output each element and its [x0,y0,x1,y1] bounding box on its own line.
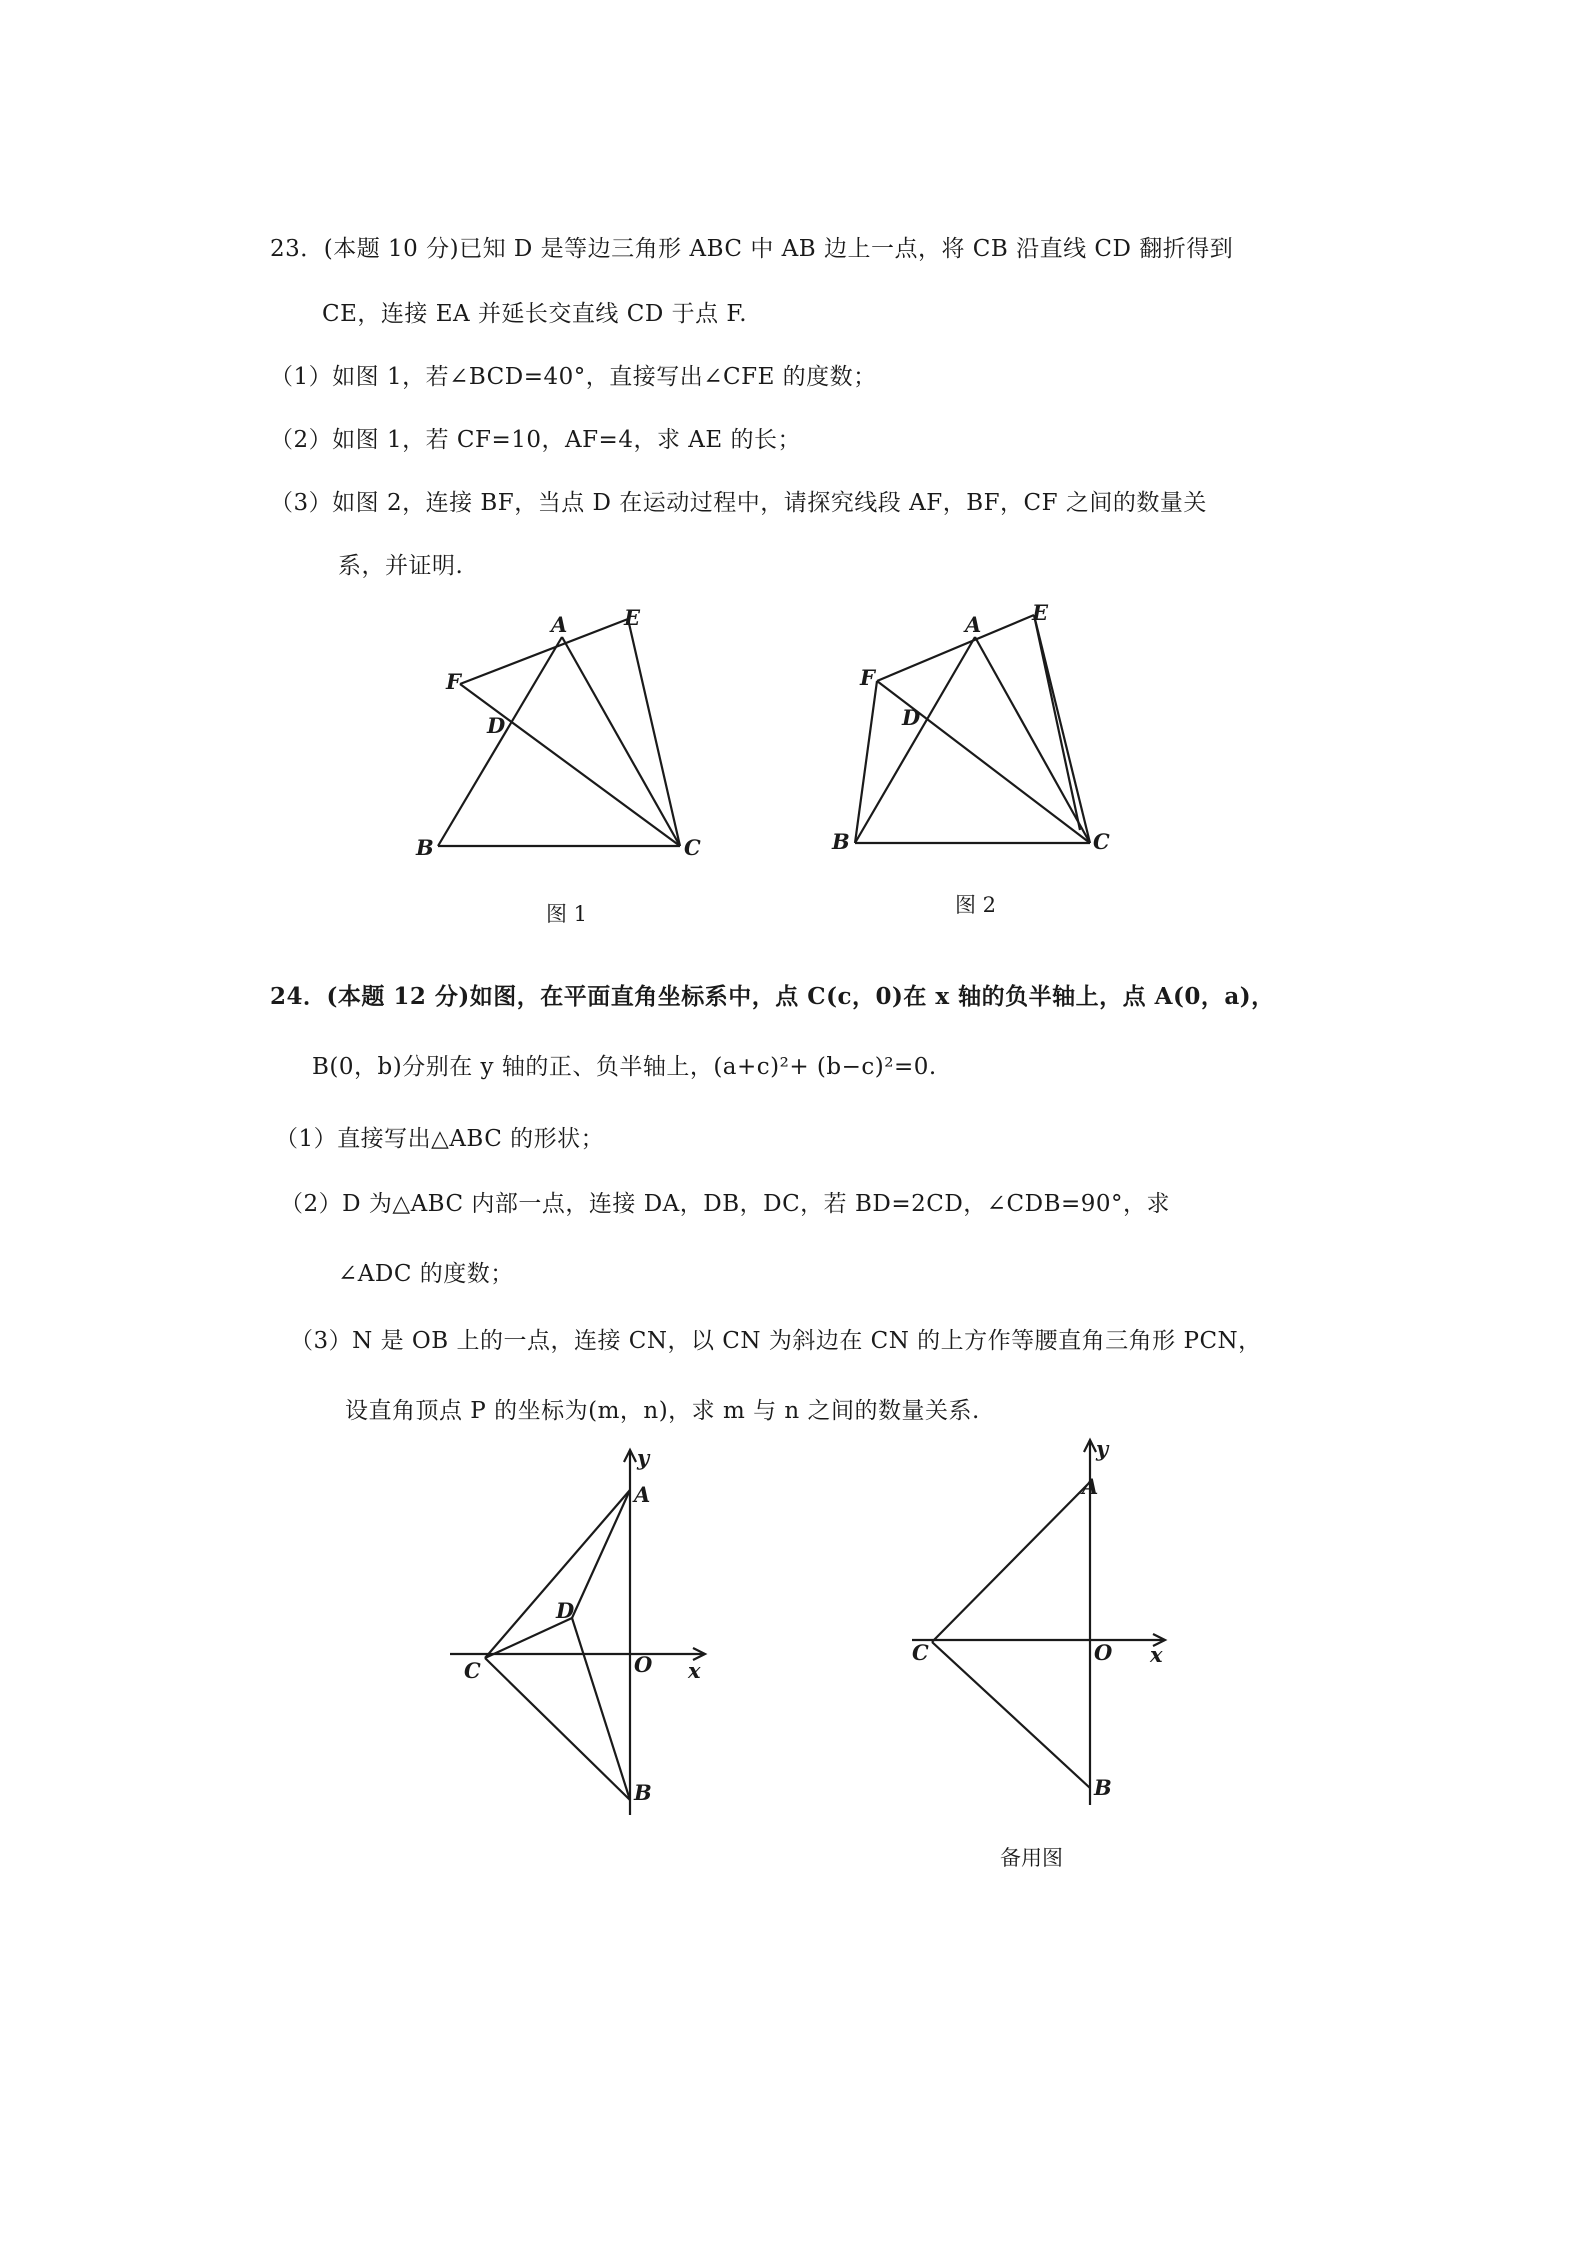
q23-part3-cont: 系，并证明. [338,553,464,579]
edge-AC [975,637,1090,843]
label-A: A [551,612,568,637]
q23-fig2-caption: 图 2 [955,893,997,917]
q24-part3: （3）N 是 OB 上的一点，连接 CN，以 CN 为斜边在 CN 的上方作等腰直角三角形 PCN， [290,1328,1262,1354]
edge-CA [932,1482,1090,1642]
label-D: D [556,1598,575,1623]
label-O: O [1094,1640,1113,1665]
label-C: C [912,1640,929,1665]
label-D: D [487,713,506,738]
edge-CA [485,1490,630,1658]
q24-figure-1 [440,1440,720,1820]
edge-AC [562,637,680,846]
label-F: F [446,669,461,694]
q23-part3: （3）如图 2，连接 BF，当点 D 在运动过程中，请探究线段 AF，BF，CF 之间的数量关 [270,490,1207,516]
edge-FE [460,619,628,684]
label-B: B [634,1780,652,1805]
label-x: x [688,1658,701,1683]
q24-part3-cont: 设直角顶点 P 的坐标为(m，n)，求 m 与 n 之间的数量关系. [345,1398,980,1424]
q24-header-cont: B(0，b)分别在 y 轴的正、负半轴上，(a+c)²+ (b−c)²=0. [312,1054,937,1080]
label-O: O [634,1652,653,1677]
q23-figure-2 [820,590,1140,890]
edge-CB [932,1642,1090,1788]
q23-part2: （2）如图 1，若 CF=10，AF=4，求 AE 的长； [270,427,801,453]
label-C: C [684,835,701,860]
q24-part2: （2）D 为△ABC 内部一点，连接 DA，DB，DC，若 BD=2CD，∠CDB=90°，求 [280,1191,1171,1217]
q23-fig1-caption: 图 1 [546,902,588,926]
label-A: A [634,1482,651,1507]
label-D: D [902,705,921,730]
label-B: B [416,835,434,860]
q24-part2-cont: ∠ADC 的度数； [338,1261,514,1287]
q23-header-cont: CE，连接 EA 并延长交直线 CD 于点 F. [322,301,748,327]
edge-CD [485,1618,572,1658]
edge-FC [460,684,680,846]
label-y: y [637,1445,650,1470]
label-A: A [1082,1474,1099,1499]
label-y: y [1096,1436,1109,1461]
label-C: C [464,1658,481,1683]
q24-fig2-caption: 备用图 [1000,1846,1063,1870]
edge-EC-arrow [1034,615,1080,830]
label-A: A [965,612,982,637]
q23-header: 23．(本题 10 分)已知 D 是等边三角形 ABC 中 AB 边上一点，将 CB 沿直线 CD 翻折得到 [270,236,1234,262]
q23-figure-1 [400,590,720,890]
edge-BF [855,681,877,843]
edge-DA [572,1490,630,1618]
edge-EC [628,619,680,846]
label-E: E [624,605,641,630]
label-x: x [1150,1642,1163,1667]
label-C: C [1093,829,1110,854]
q23-part1: （1）如图 1，若∠BCD=40°，直接写出∠CFE 的度数； [270,364,877,390]
label-B: B [832,829,850,854]
label-B: B [1094,1775,1112,1800]
label-E: E [1032,600,1049,625]
q24-part1: （1）直接写出△ABC 的形状； [275,1126,605,1152]
q24-header: 24．(本题 12 分)如图，在平面直角坐标系中，点 C(c，0)在 x 轴的负半轴上，点 A(0，a)， [270,983,1275,1010]
label-F: F [860,665,875,690]
q24-figure-2 [900,1430,1180,1810]
